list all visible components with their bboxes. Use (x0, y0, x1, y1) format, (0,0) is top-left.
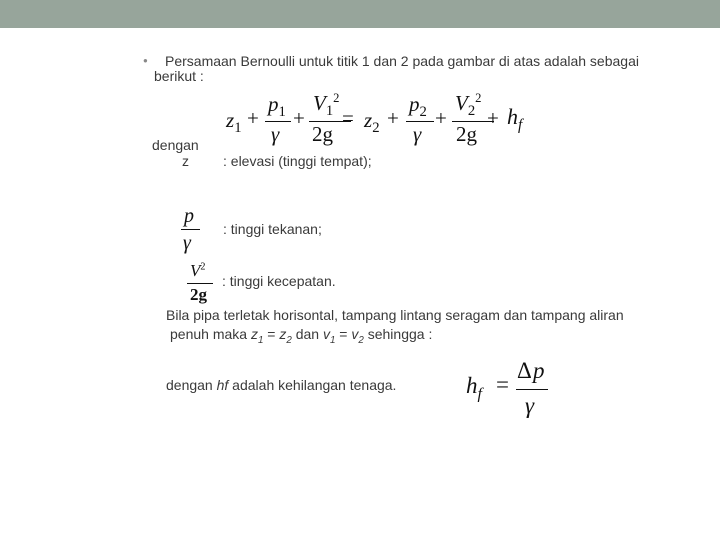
eq-plus-3: + (387, 106, 399, 130)
hf-eq-delta: Δ (517, 358, 532, 383)
p-fraction-bar (181, 229, 200, 230)
intro-line-2: berikut : (154, 68, 204, 84)
dengan-label: dengan (152, 137, 199, 153)
eq-z2: $z_2$ (364, 108, 380, 137)
bullet-icon: ● (143, 56, 148, 65)
eq-equals: = (342, 106, 354, 130)
z-description: : elevasi (tinggi tempat); (223, 153, 372, 169)
top-banner (0, 0, 720, 28)
eq-hf: $h_f$ (507, 104, 523, 134)
eq-plus-4: + (435, 106, 447, 130)
z-symbol: z (182, 153, 189, 169)
p-description: : tinggi tekanan; (223, 221, 322, 237)
eq-V2: $V_2^2$ (455, 91, 482, 120)
eq-V1: $V_1^2$ (313, 91, 340, 120)
hf-eq-equals: = (496, 372, 509, 397)
hf-description: dengan hf adalah kehilangan tenaga. (166, 377, 397, 393)
bila-line-2: penuh maka $z_1 = z_2$ dan $v_1 = v_2$ sehingga : (170, 326, 433, 346)
eq-p1: $p_1$ (268, 92, 286, 121)
eq-z1: $z_1$ (226, 108, 242, 137)
v-denominator-2g: 2g (190, 285, 207, 304)
eq-gamma-2: γ (413, 122, 422, 146)
hf-eq-h: $h_f$ (466, 373, 482, 403)
v-description: : tinggi kecepatan. (222, 273, 336, 289)
intro-line-1: Persamaan Bernoulli untuk titik 1 dan 2 pada gambar di atas adalah sebagai (165, 53, 639, 69)
eq-plus-5: + (487, 106, 499, 130)
p-denominator-gamma: γ (183, 232, 191, 254)
p-numerator: p (184, 205, 194, 227)
hf-eq-gamma: γ (525, 393, 535, 418)
eq-2g-2: 2g (456, 122, 477, 146)
v-numerator: $V^2$ (190, 261, 206, 280)
eq-2g-1: 2g (312, 122, 333, 146)
v-fraction-bar (187, 283, 213, 284)
eq-gamma-1: γ (271, 122, 280, 146)
eq-plus-2: + (293, 106, 305, 130)
eq-plus-1: + (247, 106, 259, 130)
bila-line-1: Bila pipa terletak horisontal, tampang lintang seragam dan tampang aliran (166, 307, 624, 323)
hf-eq-fraction-bar (516, 389, 548, 390)
hf-eq-p: p (533, 358, 545, 383)
eq-p2: $p_2$ (409, 92, 427, 121)
